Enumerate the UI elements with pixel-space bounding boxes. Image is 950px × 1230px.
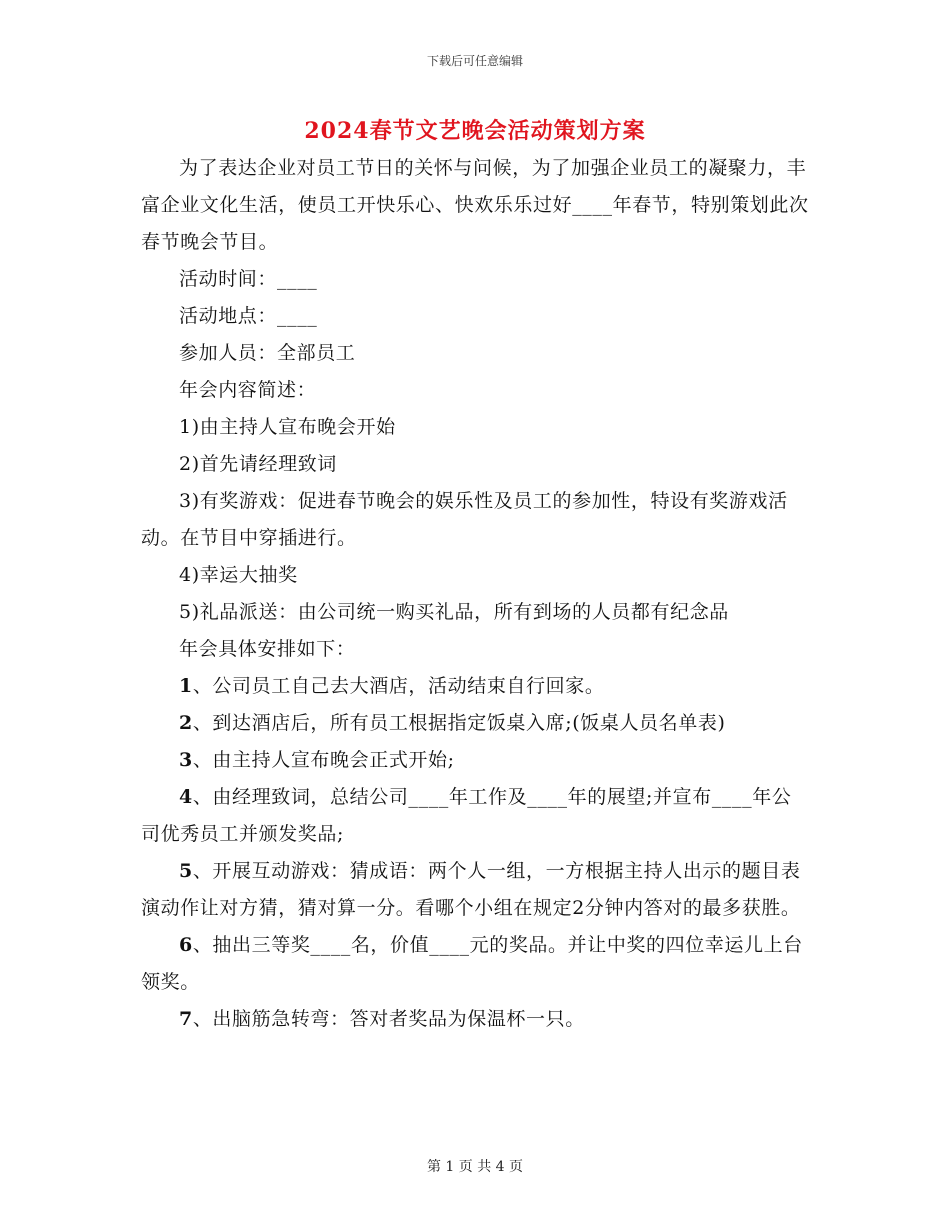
item-number: 7 [179, 1008, 193, 1030]
item-number: 4 [179, 786, 193, 808]
item-number: 3 [179, 749, 193, 771]
arrangement-item [141, 668, 809, 705]
arrangement-item [141, 853, 809, 927]
item-text: 、开展互动游戏：猜成语：两个人一组，一方根据主持人出示的题目表演动作让对方猜，猜对算一分。看哪个小组在规定2分钟内答对的最多获胜。 [141, 860, 801, 919]
info-place: 活动地点：____ [179, 305, 318, 327]
arrangement-item [141, 927, 809, 1001]
item-text: 、由主持人宣布晚会正式开始; [192, 749, 455, 771]
intro-paragraph: 为了表达企业对员工节日的关怀与问候，为了加强企业员工的凝聚力，丰富企业文化生活，使员工开快乐心、快欢乐乐过好____年春节，特别策划此次春节晚会节目。 [141, 157, 809, 253]
summary-item: 5)礼品派送：由公司统一购买礼品，所有到场的人员都有纪念品 [179, 601, 729, 623]
summary-item: 3)有奖游戏：促进春节晚会的娱乐性及员工的参加性，特设有奖游戏活动。在节目中穿插进行。 [141, 490, 788, 549]
item-number: 1 [179, 675, 193, 697]
item-text: 、抽出三等奖____名，价值____元的奖品。并让中奖的四位幸运儿上台领奖。 [141, 934, 803, 993]
item-number: 6 [179, 934, 193, 956]
document-body [141, 150, 809, 1038]
summary-item: 1)由主持人宣布晚会开始 [179, 416, 396, 438]
arrangement-heading: 年会具体安排如下： [179, 638, 356, 660]
item-number: 2 [179, 712, 193, 734]
summary-item: 4)幸运大抽奖 [179, 564, 298, 586]
item-text: 、由经理致词，总结公司____年工作及____年的展望;并宣布____年公司优秀员工并颁发奖品; [141, 786, 792, 845]
info-time: 活动时间：____ [179, 268, 318, 290]
item-number: 5 [179, 860, 193, 882]
summary-heading: 年会内容简述： [179, 379, 317, 401]
info-participants: 参加人员：全部员工 [179, 342, 356, 364]
summary-item: 2)首先请经理致词 [179, 453, 337, 475]
item-text: 、出脑筋急转弯：答对者奖品为保温杯一只。 [192, 1008, 585, 1030]
arrangement-item [141, 742, 809, 779]
item-text: 、到达酒店后，所有员工根据指定饭桌入席;(饭桌人员名单表) [192, 712, 726, 734]
item-text: 、公司员工自己去大酒店，活动结束自行回家。 [192, 675, 605, 697]
page-footer: 第 1 页 共 4 页 [426, 1159, 524, 1175]
arrangement-item [141, 779, 809, 853]
header-note: 下载后可任意编辑 [426, 54, 523, 68]
arrangement-item [141, 705, 809, 742]
document-title: 2024春节文艺晚会活动策划方案 [304, 118, 646, 144]
arrangement-item [141, 1001, 809, 1038]
